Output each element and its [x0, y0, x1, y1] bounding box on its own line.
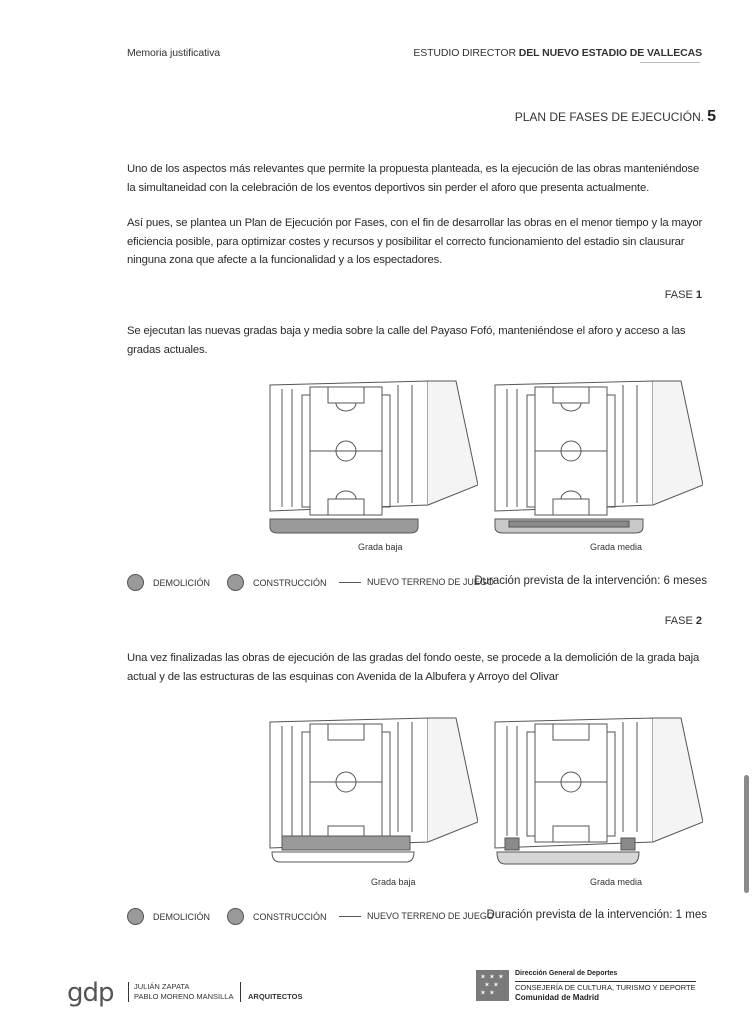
legend-demolition — [127, 574, 210, 591]
legend-construction-label: CONSTRUCCIÓN — [253, 911, 327, 922]
legend-construction-label: CONSTRUCCIÓN — [253, 577, 327, 588]
phase-2-label: FASE — [664, 615, 693, 627]
phase-2-duration: Duración prevista de la intervención: 1 mes — [486, 909, 707, 921]
phase-2-number: 2 — [695, 615, 702, 627]
construction-swatch-icon — [227, 574, 244, 591]
legend-demolition — [127, 908, 210, 925]
section-title-text: PLAN DE FASES DE EJECUCIÓN. — [514, 110, 705, 124]
demolition-swatch-icon — [127, 574, 144, 591]
phase-1-duration: Duración prevista de la intervención: 6 meses — [474, 575, 707, 587]
legend-construction — [227, 574, 327, 591]
phase-2-caption-2: Grada media — [590, 877, 643, 887]
section-title — [515, 108, 716, 126]
legend-construction — [227, 908, 327, 925]
header-title-prefix: ESTUDIO DIRECTOR — [413, 47, 516, 59]
header-title-bold: DEL NUEVO ESTADIO DE VALLECAS — [518, 47, 702, 59]
architect-name-2: PABLO MORENO MANSILLA — [134, 992, 234, 1001]
legend-pitch — [339, 577, 494, 587]
phase-2-legend — [127, 908, 707, 928]
phase-1-heading — [665, 289, 702, 301]
phase-2-caption-1: Grada baja — [371, 877, 416, 887]
intro-paragraph-1: Uno de los aspectos más relevantes que permite la propuesta planteada, es la ejecución de las obras manteniéndose la simultaneidad con la celebración de los eventos deportivos sin perder el aforo que presenta actualmente. — [127, 163, 700, 194]
cm-region: Comunidad de Madrid — [515, 993, 599, 1002]
header-document-name: Memoria justificativa — [127, 47, 221, 59]
phase-1-caption-2: Grada media — [590, 542, 643, 552]
intro-paragraph-2: Así pues, se plantea un Plan de Ejecución por Fases, con el fin de desarrollar las obras en el menor tiempo y la mayor eficiencia posible, para optimizar costes y recursos y posibilitar el correcto funcionamiento del estadio sin clausurar ninguna zona que afecte a la funcionalidad y a los espectadores. — [127, 217, 703, 266]
footer-divider-1 — [128, 982, 129, 1002]
pitch-line-icon — [339, 582, 361, 583]
pitch-line-icon — [339, 916, 361, 917]
demolition-swatch-icon — [127, 908, 144, 925]
page-footer — [0, 960, 754, 1020]
phase-2-diagram-grada-media — [493, 712, 703, 874]
comunidad-madrid-text — [515, 969, 696, 1003]
phase-1-number: 1 — [695, 289, 702, 301]
legend-pitch-label: NUEVO TERRENO DE JUEGO — [367, 911, 494, 921]
header-project-title — [413, 47, 702, 59]
phase-1-diagram-grada-baja — [268, 375, 478, 537]
phase-1-diagram-grada-media — [493, 375, 703, 537]
phase-1-label: FASE — [664, 289, 693, 301]
construction-swatch-icon — [227, 908, 244, 925]
legend-demolition-label: DEMOLICIÓN — [153, 911, 211, 922]
cm-ministry: CONSEJERÍA DE CULTURA, TURISMO Y DEPORTE — [515, 983, 696, 992]
architect-name-1: JULIÁN ZAPATA — [134, 982, 190, 991]
vertical-scrollbar[interactable] — [744, 775, 749, 893]
footer-divider-2 — [240, 982, 241, 1002]
section-number: 5 — [707, 108, 716, 125]
phase-1-text: Se ejecutan las nuevas gradas baja y media sobre la calle del Payaso Fofó, manteniéndose el aforo y acceso a las gradas actuales. — [127, 325, 686, 356]
header-divider — [640, 62, 700, 63]
architect-names — [134, 982, 233, 1002]
firm-label: ARQUITECTOS — [248, 992, 303, 1001]
comunidad-madrid-flag-icon: ✶ ✶ ✶ ✶ ✶ ✶ ✶ — [476, 970, 509, 1001]
phase-2-diagram-grada-baja — [268, 712, 478, 874]
legend-demolition-label: DEMOLICIÓN — [153, 577, 211, 588]
phase-1-legend — [127, 574, 707, 594]
phase-1-caption-1: Grada baja — [358, 542, 403, 552]
gdp-logo: gdp — [67, 978, 114, 1008]
phase-2-heading — [665, 615, 702, 627]
phase-2-text: Una vez finalizadas las obras de ejecución de las gradas del fondo oeste, se procede a la demolición de la grada baja actual y de las estructuras de las esquinas con Avenida de la Albufera y Arroyo del Olivar — [127, 652, 700, 683]
cm-department: Dirección General de Deportes — [515, 970, 618, 977]
legend-pitch — [339, 911, 494, 921]
legend-pitch-label: NUEVO TERRENO DE JUEGO — [367, 577, 494, 587]
